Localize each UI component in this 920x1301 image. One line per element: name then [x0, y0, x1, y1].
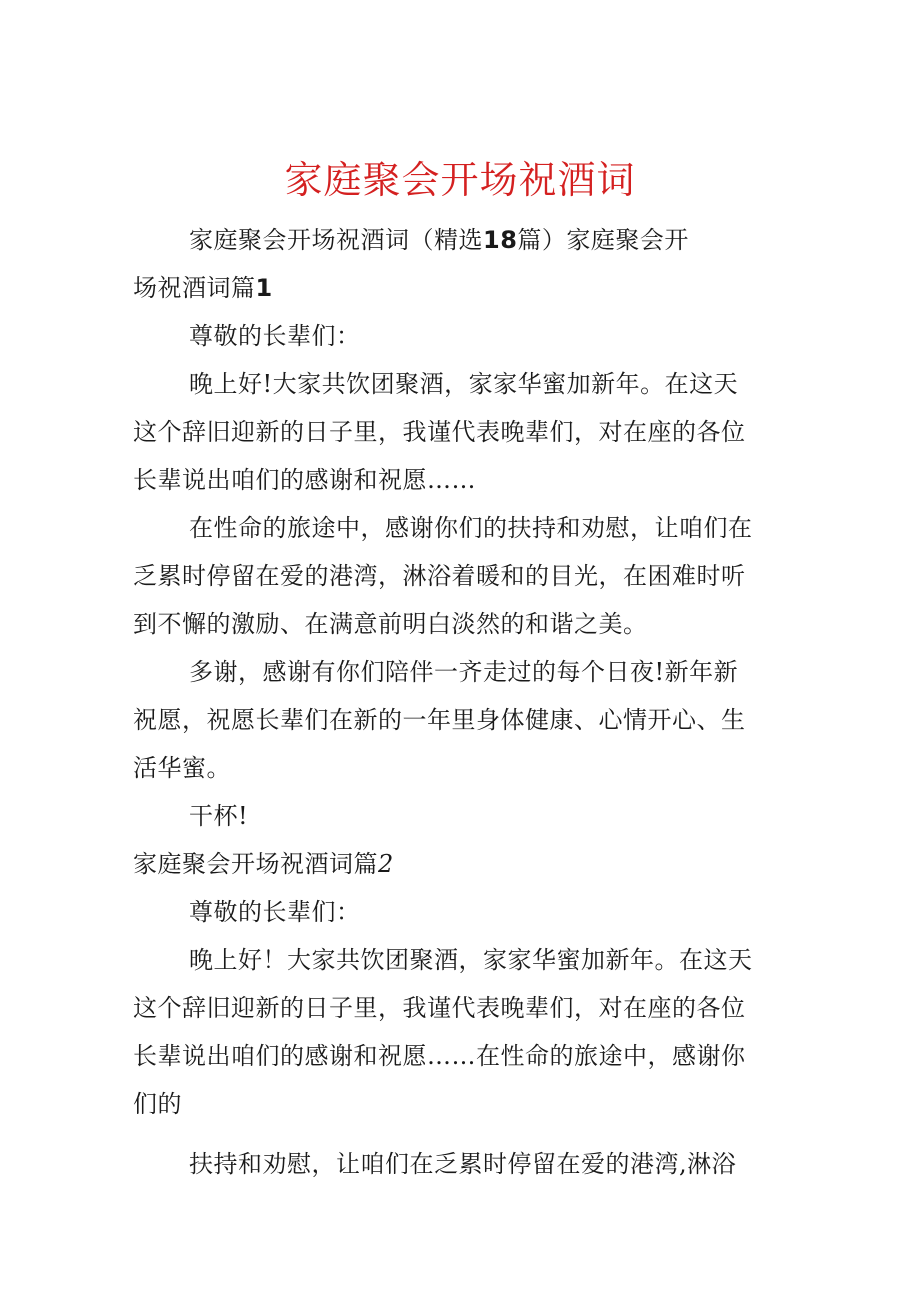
salutation: 尊敬的长辈们：	[189, 898, 361, 926]
paragraph-line: 乏累时停留在爱的港湾，淋浴着暖和的目光，在困难时听	[133, 562, 746, 590]
section-number: 1	[255, 274, 273, 302]
intro-line-2: 场祝酒词篇1	[133, 274, 273, 302]
paragraph-line: 晚上好!大家共饮团聚酒，家家华蜜加新年。在这天	[189, 370, 739, 398]
paragraph-line: 这个辞旧迎新的日子里，我谨代表晚辈们，对在座的各位	[133, 418, 746, 446]
paragraph-line: 活华蜜。	[133, 754, 231, 782]
paragraph-line: 到不懈的激励、在满意前明白淡然的和谐之美。	[133, 610, 648, 638]
section-2	[133, 840, 793, 1128]
intro-line-1: 家庭聚会开场祝酒词（精选18篇）家庭聚会开	[189, 226, 689, 254]
section-heading: 家庭聚会开场祝酒词篇2	[133, 850, 394, 878]
document-title: 家庭聚会开场祝酒词	[284, 158, 636, 202]
paragraph-line: 扶持和劝慰，让咱们在乏累时停留在爱的港湾,淋浴	[189, 1150, 737, 1178]
paragraph-line: 多谢，感谢有你们陪伴一齐走过的每个日夜!新年新	[189, 658, 739, 686]
paragraph-line: 在性命的旅途中，感谢你们的扶持和劝慰，让咱们在	[189, 514, 753, 542]
paragraph-line: 们的	[133, 1090, 182, 1118]
paragraph-line: 祝愿，祝愿长辈们在新的一年里身体健康、心情开心、生	[133, 706, 746, 734]
paragraph-line: 长辈说出咱们的感谢和祝愿……	[133, 466, 476, 494]
salutation: 尊敬的长辈们：	[189, 322, 361, 350]
article-count: 18	[483, 226, 518, 254]
section-number: 2	[378, 850, 394, 878]
toast-line: 干杯!	[189, 802, 249, 830]
paragraph-line: 长辈说出咱们的感谢和祝愿……在性命的旅途中，感谢你	[133, 1042, 746, 1070]
paragraph-line: 晚上好！大家共饮团聚酒，家家华蜜加新年。在这天	[189, 946, 753, 974]
section-1	[133, 312, 793, 840]
paragraph-line: 这个辞旧迎新的日子里，我谨代表晚辈们，对在座的各位	[133, 994, 746, 1022]
intro-block	[133, 216, 793, 312]
section-2-continued	[133, 1140, 793, 1188]
